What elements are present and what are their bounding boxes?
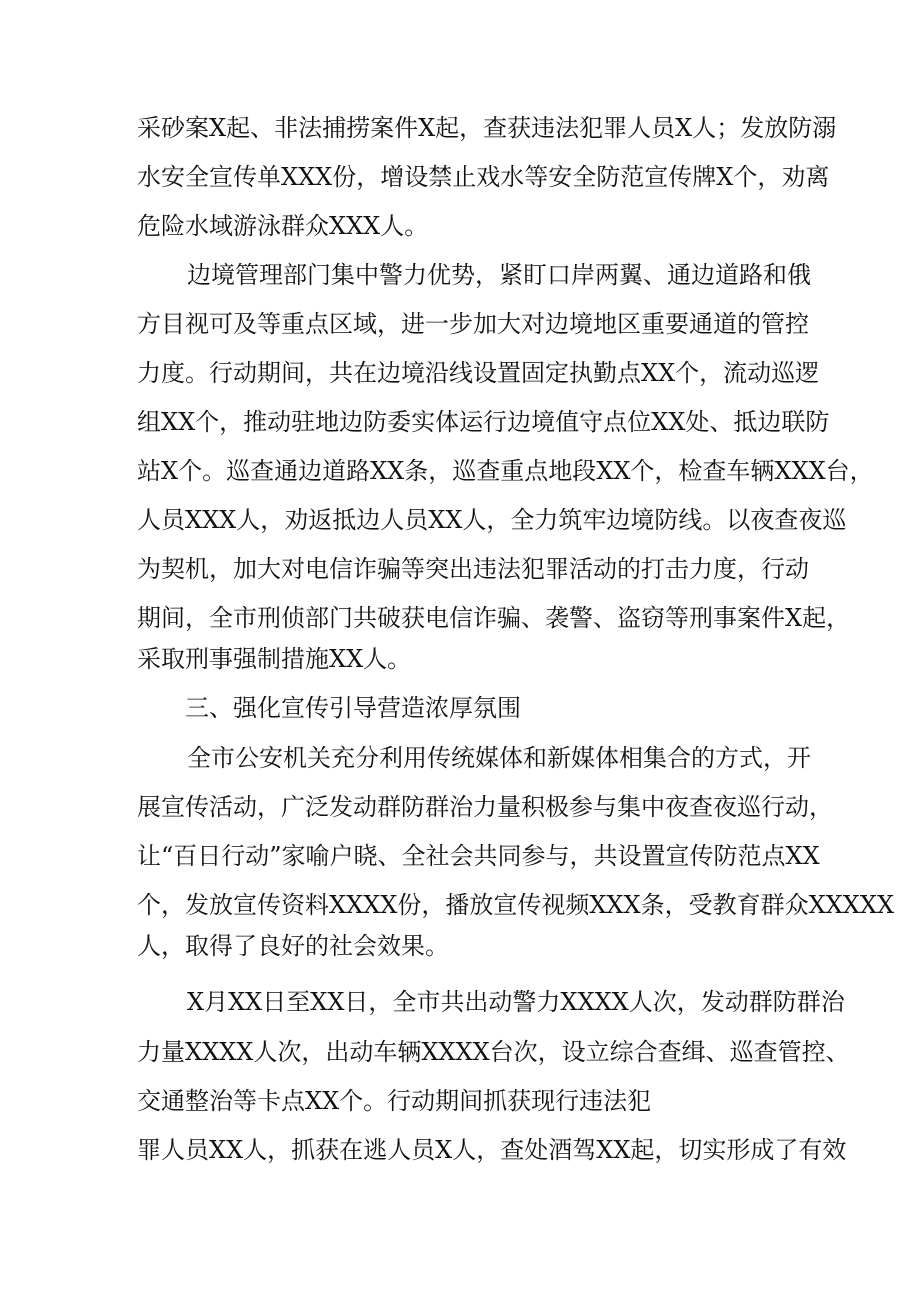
paragraph-line: 力量XXXX人次，出动车辆XXXX台次，设立综合查缉、巡查管控、 bbox=[137, 1038, 850, 1066]
paragraph-line: 边境管理部门集中警力优势，紧盯口岸两翼、通边道路和俄 bbox=[187, 261, 811, 289]
paragraph-line: 期间，全市刑侦部门共破获电信诈骗、袭警、盗窃等刑事案件X起， bbox=[137, 604, 851, 632]
paragraph-line: 站X个。巡查通边道路XX条，巡查重点地段XX个，检查车辆XXX台， bbox=[137, 457, 874, 485]
paragraph-line: 水安全宣传单XXX份，增设禁止戏水等安全防范宣传牌X个，劝离 bbox=[137, 163, 830, 191]
paragraph-line: 组XX个，推动驻地边防委实体运行边境值守点位XX处、抵边联防 bbox=[137, 408, 830, 436]
paragraph-line: 让“百日行动”家喻户晓、全社会共同参与，共设置宣传防范点XX bbox=[137, 842, 820, 870]
paragraph-line: 全市公安机关充分利用传统媒体和新媒体相集合的方式，开 bbox=[187, 744, 811, 772]
paragraph-line: X月XX日至XX日，全市共出动警力XXXX人次，发动群防群治 bbox=[187, 988, 845, 1016]
paragraph-line: 人员XXX人，劝返抵边人员XX人，全力筑牢边境防线。以夜查夜巡 bbox=[137, 506, 847, 534]
paragraph-line: 方目视可及等重点区域，进一步加大对边境地区重要通道的管控 bbox=[137, 310, 809, 338]
paragraph-line: 为契机，加大对电信诈骗等突出违法犯罪活动的打击力度，行动 bbox=[137, 555, 809, 583]
paragraph-line: 个，发放宣传资料XXXX份，播放宣传视频XXX条，受教育群众XXXXX bbox=[137, 891, 895, 919]
paragraph-line: 人，取得了良好的社会效果。 bbox=[137, 932, 449, 960]
paragraph-line: 采砂案X起、非法捕捞案件X起，查获违法犯罪人员X人；发放防溺 bbox=[137, 114, 837, 142]
paragraph-line: 采取刑事强制措施XX人。 bbox=[137, 645, 412, 673]
paragraph-line: 力度。行动期间，共在边境沿线设置固定执勤点XX个，流动巡逻 bbox=[137, 359, 820, 387]
paragraph-line: 展宣传活动，广泛发动群防群治力量积极参与集中夜查夜巡行动， bbox=[137, 793, 833, 821]
paragraph-line: 危险水域游泳群众XXX人。 bbox=[137, 212, 429, 240]
section-heading: 三、强化宣传引导营造浓厚氛围 bbox=[185, 694, 521, 722]
paragraph-line: 罪人员XX人，抓获在逃人员X人，查处酒驾XX起，切实形成了有效 bbox=[137, 1136, 847, 1164]
paragraph-line: 交通整治等卡点XX个。行动期间抓获现行违法犯 bbox=[137, 1087, 652, 1115]
